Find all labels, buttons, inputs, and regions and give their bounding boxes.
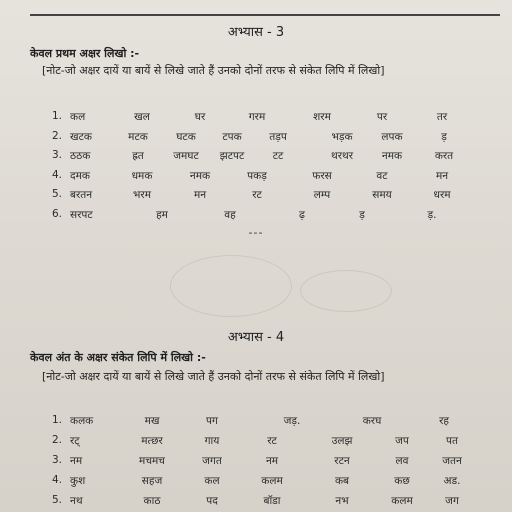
word-cell: पद (206, 495, 218, 507)
word-cell: हम (156, 208, 168, 221)
word-cell: गाय (204, 435, 220, 447)
word-cell: लव (395, 455, 409, 467)
word-cell: ह्रत (132, 150, 144, 162)
word-cell: कलम (391, 495, 413, 507)
exercise-4-note: [नोट-जो अक्षर दायें या बायें से लिखे जाते हैं उनको दोनों तरफ से संकेत लिपि में लिखो] (42, 370, 385, 383)
word-cell: फरस (312, 169, 332, 182)
word-cell: जग (445, 495, 459, 507)
row-number: 5. (52, 494, 63, 506)
word-cell: मन (435, 169, 449, 182)
row-number: 2. (52, 129, 63, 142)
word-cell: खटक (70, 130, 92, 143)
exercise-3-instruction: केवल प्रथम अक्षर लिखो :- (30, 47, 140, 60)
word-cell: ढ़ (299, 208, 305, 221)
word-cell: धरम (433, 189, 451, 201)
word-cell: पत (446, 435, 458, 447)
word-cell: कुश (70, 475, 86, 487)
word-cell: नभ (335, 495, 349, 507)
word-cell: समय (372, 189, 392, 201)
word-cell: जगत (202, 455, 222, 467)
word-cell: खल (134, 111, 150, 123)
row-number: 6. (52, 207, 63, 220)
word-cell: कछ (394, 475, 410, 487)
word-cell: जमघट (173, 150, 199, 162)
word-cell: बरतन (70, 189, 93, 201)
word-cell: झटपट (219, 150, 245, 162)
word-cell: वट (376, 169, 388, 182)
word-cell: नम (265, 455, 279, 467)
word-cell: पग (206, 415, 218, 427)
word-cell: वह (224, 208, 236, 221)
word-cell: पकड़ (247, 169, 267, 182)
row-number: 1. (52, 110, 63, 122)
exercise-3-divider: --- (248, 226, 264, 239)
word-cell: नथ (70, 495, 83, 507)
word-cell: कल (70, 111, 86, 123)
word-cell: थरथर (330, 150, 354, 162)
word-cell: मन (193, 189, 207, 201)
word-cell: अड. (443, 475, 461, 487)
row-number: 4. (52, 168, 63, 181)
word-cell: कलक (70, 415, 94, 427)
word-cell: काठ (143, 495, 161, 507)
word-cell: सरपट (70, 208, 93, 221)
word-cell: कलम (261, 475, 283, 487)
row-number: 3. (52, 454, 63, 466)
word-cell: मत्छर (141, 435, 163, 447)
word-cell: ड़. (427, 208, 437, 221)
word-cell: जप (395, 435, 409, 447)
word-cell: मख (144, 415, 160, 427)
word-cell: मटक (128, 130, 148, 143)
exercise-4-title: अभ्यास - 4 (227, 330, 285, 345)
word-cell: रट् (70, 435, 80, 447)
word-cell: भड़क (331, 130, 353, 143)
word-cell: ड़ (359, 208, 365, 221)
word-cell: तड़प (269, 130, 287, 143)
top-rule (30, 14, 500, 16)
word-cell: लपक (381, 130, 403, 143)
word-cell: कब (334, 475, 350, 487)
word-cell: ड़ (441, 130, 447, 143)
word-cell: टट (272, 150, 284, 162)
word-cell: टपक (222, 130, 242, 143)
word-cell: नम (70, 455, 83, 467)
row-number: 1. (52, 414, 63, 426)
exercise-4-instruction: केवल अंत के अक्षर संकेत लिपि में लिखो :- (30, 351, 206, 364)
word-cell: करत (434, 150, 454, 162)
word-cell: लम्प (313, 189, 331, 201)
word-cell: ठठक (70, 150, 91, 162)
word-cell: शरम (313, 111, 331, 123)
word-cell: जड़. (283, 415, 301, 427)
word-cell: गरम (248, 111, 266, 123)
word-cell: उलझ (331, 435, 353, 447)
word-cell: जतन (442, 455, 462, 467)
word-cell: नमक (381, 150, 403, 162)
row-number: 5. (52, 188, 63, 200)
word-cell: घटक (176, 130, 196, 143)
word-cell: तर (436, 111, 448, 123)
word-cell: भरम (133, 189, 151, 201)
exercise-3-note: [नोट-जो अक्षर दायें या बायें से लिखे जाते हैं उनको दोनों तरफ से संकेत लिपि में लिखो] (42, 64, 385, 77)
word-cell: मचमच (139, 455, 165, 467)
word-cell: रटन (334, 455, 350, 467)
faint-mark (300, 270, 392, 312)
word-cell: घर (194, 111, 206, 123)
row-number: 2. (52, 434, 63, 446)
word-cell: रट (252, 189, 262, 201)
word-cell: दमक (70, 169, 90, 182)
word-cell: कल (204, 475, 220, 487)
word-cell: बॉडा (263, 495, 281, 507)
faint-mark (170, 255, 292, 317)
exercise-3-title: अभ्यास - 3 (227, 25, 285, 40)
word-cell: रट (267, 435, 277, 447)
word-cell: धमक (131, 169, 153, 182)
word-cell: रह (439, 415, 449, 427)
word-cell: सहज (141, 475, 163, 487)
row-number: 3. (52, 149, 63, 161)
row-number: 4. (52, 474, 63, 486)
word-cell: नमक (189, 169, 211, 182)
word-cell: पर (376, 111, 388, 123)
word-cell: करघ (362, 415, 382, 427)
